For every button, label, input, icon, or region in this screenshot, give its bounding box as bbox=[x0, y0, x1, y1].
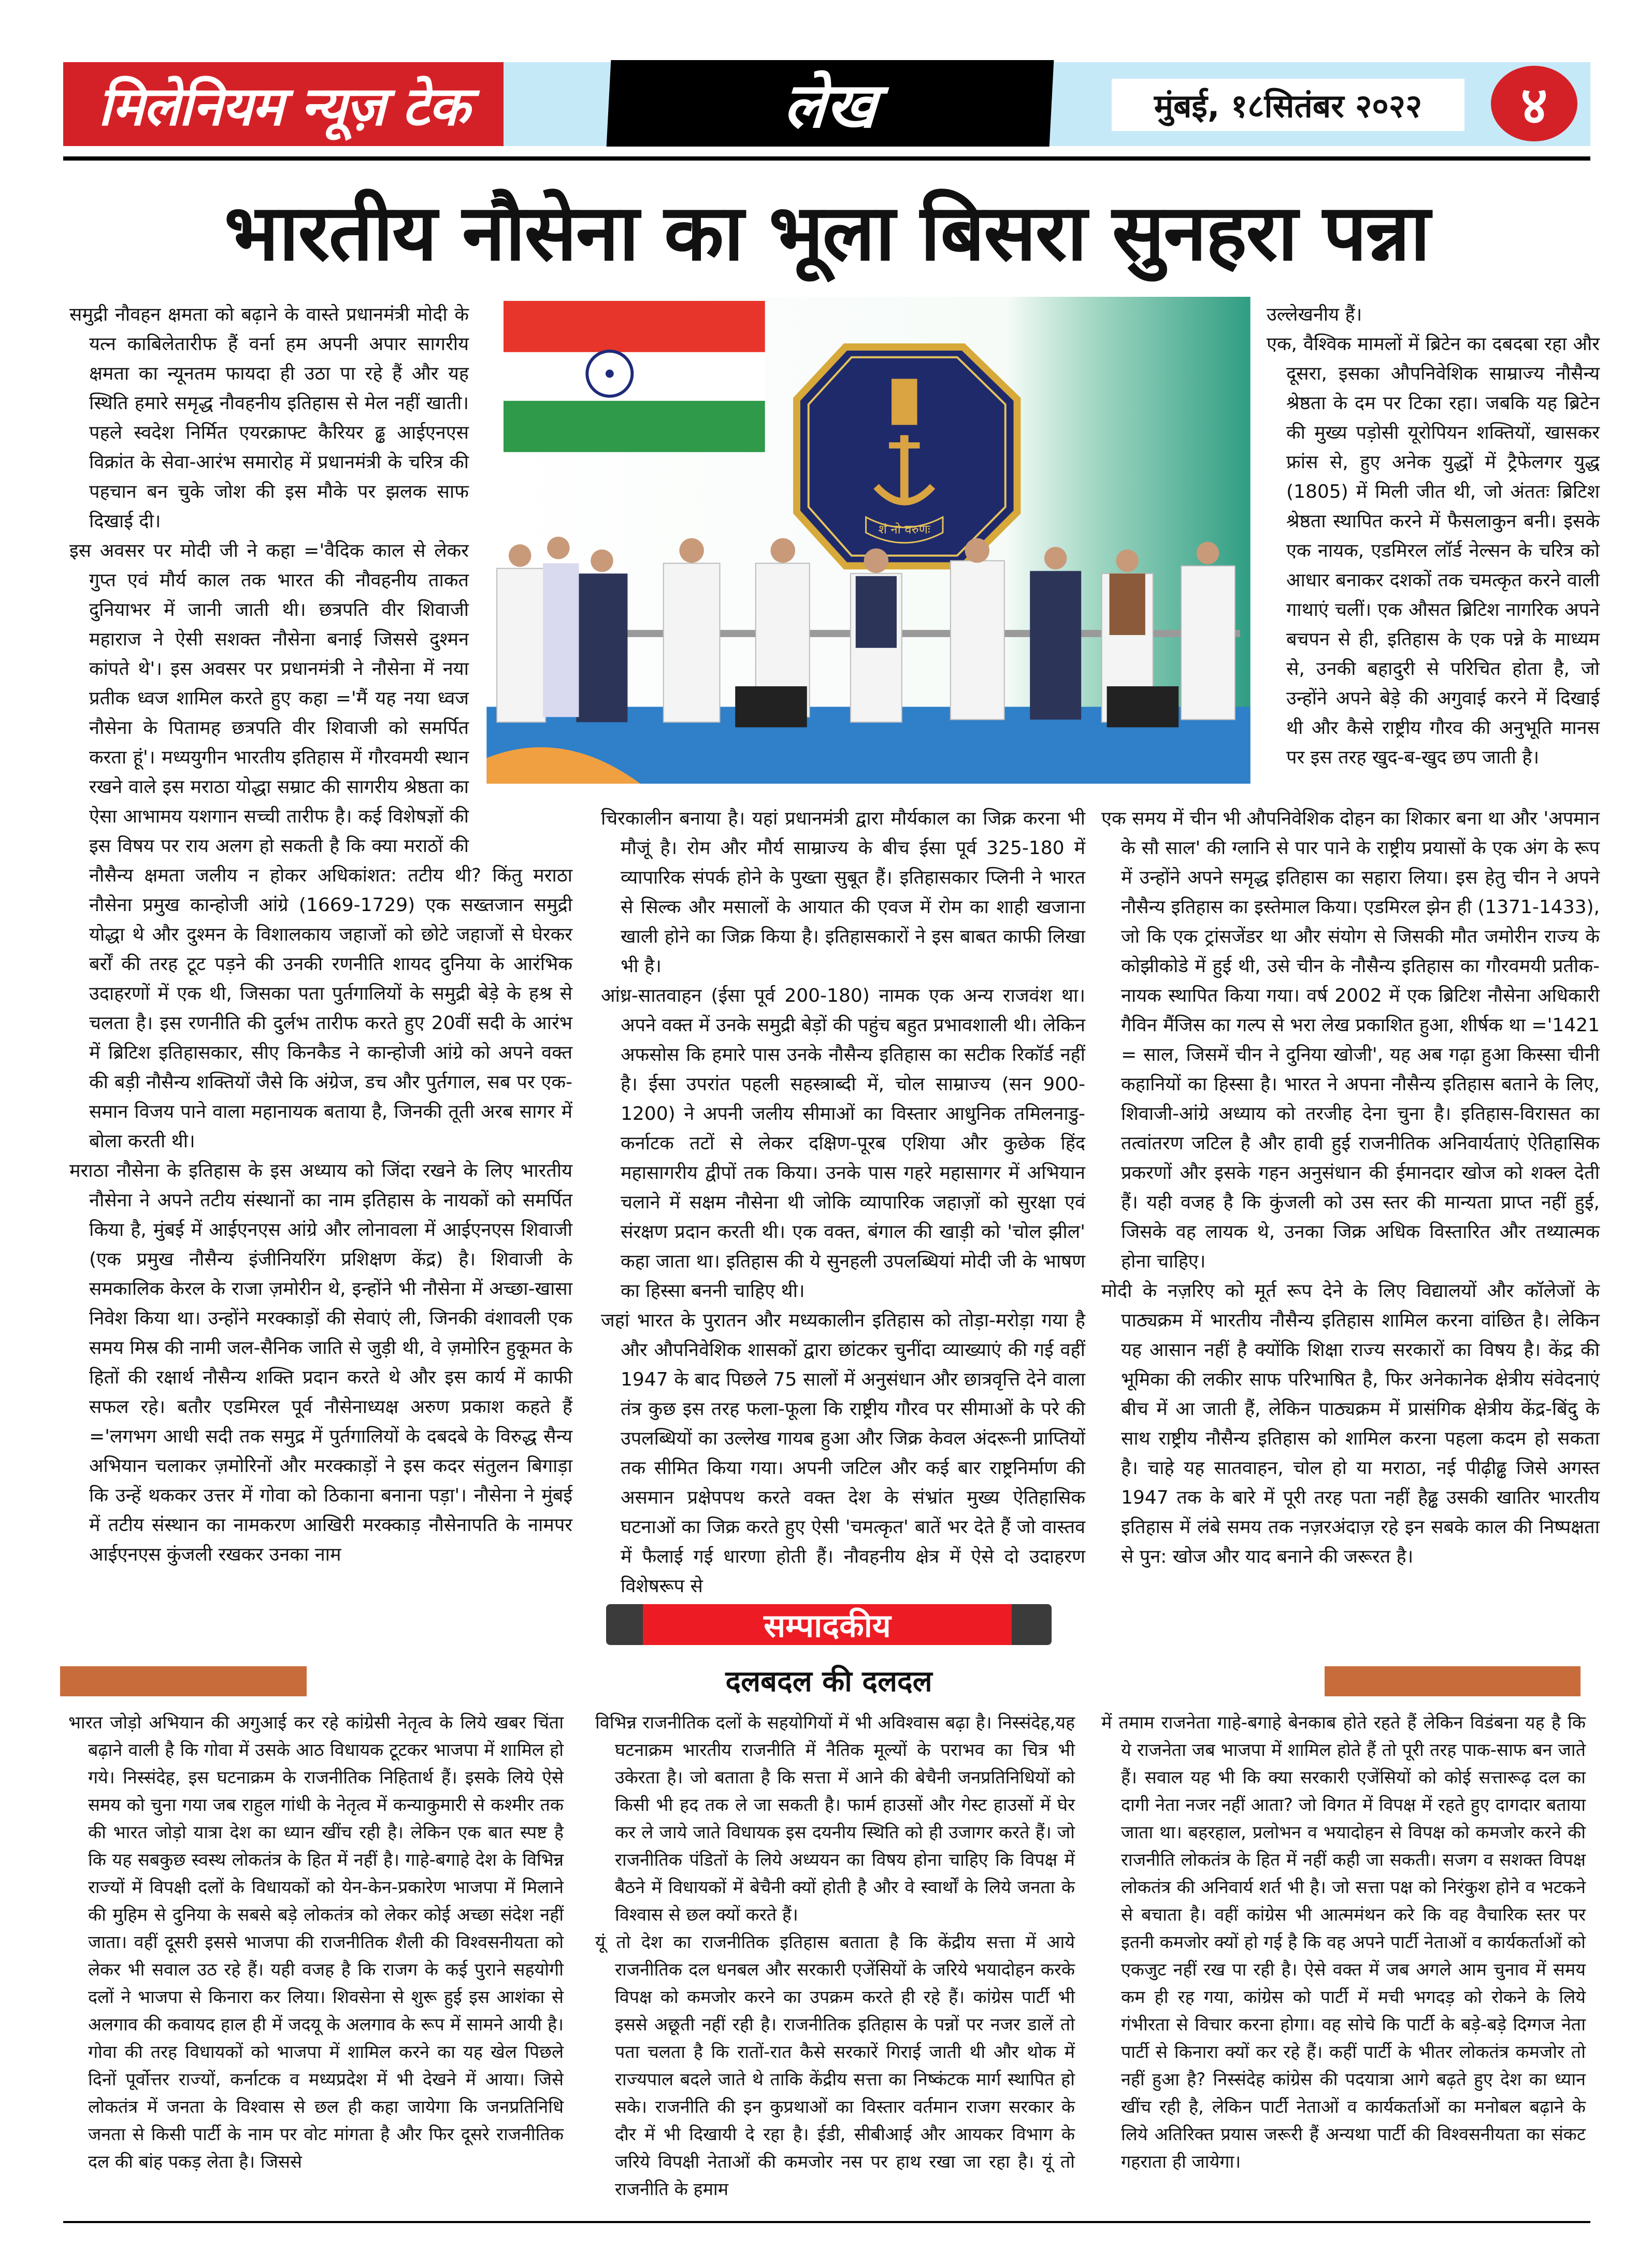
article-column-4 bbox=[1101, 804, 1600, 1582]
paragraph: चिरकालीन बनाया है। यहां प्रधानमंत्री द्वारा मौर्यकाल का जिक्र करना भी मौजूं है। रोम और मौर्य साम्राज्य के बीच ईसा पूर्व 325-180 में व्यापारिक संपर्क होने के पुख्ता सुबूत हैं। इतिहासकार प्लिनी ने भारत से सिल्क और मसालों के आयात की एवज में रोम का शाही खजाना खाली होने का जिक्र किया है। इतिहासकारों ने इस बाबत काफी लिखा भी है। bbox=[601, 808, 1085, 977]
emblem-motto: शं नो वरुणः bbox=[878, 522, 930, 537]
editorial-column-3 bbox=[1101, 1709, 1586, 2207]
paragraph: विभिन्न राजनीतिक दलों के सहयोगियों में भी अविश्वास बढ़ा है। निस्संदेह,यह घटनाक्रम भारतीय राजनीति में नैतिक मूल्यों के पराभव का चित्र भी उकेरता है। जो बताता है कि सत्ता में आने की बेचैनी जनप्रतिनिधियों को किसी भी हद तक ले जा सकती है। फार्म हाउसों और गेस्ट हाउसों में घेर कर ले जाये जाते विधायक इस दयनीय स्थिति को ही उजागर करते हैं। जो राजनीतिक पंडितों के लिये अध्ययन का विषय होना चाहिए कि विपक्ष में बैठने में विधायकों में बेचैनी क्यों होती है और वे स्वार्थों के लिये जनता के विश्वास से छल क्यों करते हैं। bbox=[595, 1712, 1075, 1925]
paragraph: समुद्री नौवहन क्षमता को बढ़ाने के वास्ते प्रधानमंत्री मोदी के यत्न काबिलेतारीफ हैं वर्ना हम अपनी अपार सागरीय क्षमता का न्यूनतम फायदा ही उठा पा रहे हैं और यह स्थिति हमारे समृद्ध नौवहनीय इतिहास से मेल नहीं खाती। पहले स्वदेश निर्मित एयरक्राफ्ट कैरियर ढ्ढ आईएनएस विक्रांत के सेवा-आरंभ समारोह में प्रधानमंत्री के चरित्र की पहचान बन चुके जोश की इस मौके पर झलक साफ दिखाई दी। bbox=[69, 304, 469, 532]
paragraph: उल्लेखनीय हैं। bbox=[1267, 304, 1362, 325]
masthead-divider bbox=[63, 156, 1590, 161]
paragraph: जहां भारत के पुरातन और मध्यकालीन इतिहास को तोड़ा-मरोड़ा गया है और औपनिवेशिक शासकों द्वारा छांटकर चुनींदा व्याख्याएं की गई वहीं 1947 के बाद पिछले 75 सालों में अनुसंधान और छात्रवृत्ति देने वाला तंत्र कुछ इस तरह फला-फूला कि राष्ट्रीय गौरव पर सीमाओं के परे की उपलब्धियों का उल्लेख गायब हुआ और जिक्र केवल अंदरूनी प्राप्तियों तक सीमित किया गया। अपनी जटिल और कई बार राष्ट्रनिर्माण की असमान प्रक्षेपपथ करते वक्त देश के संभ्रांत मुख्य ऐतिहासिक घटनाओं का जिक्र करते हुए ऐसी 'चमत्कृत' बातें भर देते हैं जो वास्तव में फैलाई गई धारणा होती हैं। नौवहनीय क्षेत्र में ऐसे दो उदाहरण विशेषरूप से bbox=[601, 1310, 1085, 1597]
dateline bbox=[1112, 79, 1464, 131]
editorial-title: दलबदल की दलदल bbox=[725, 1665, 932, 1698]
paragraph: मराठा नौसेना के इतिहास के इस अध्याय को जिंदा रखने के लिए भारतीय नौसेना ने अपने तटीय संस्थानों का नाम इतिहास के नायकों को समर्पित किया है, मुंबई में आईएनएस आंग्रे और लोनावला में आईएनएस शिवाजी (एक प्रमुख नौसैन्य इंजीनियरिंग प्रशिक्षण केंद्र) है। शिवाजी के समकालिक केरल के राजा ज़मोरीन थे, इन्होंने भी नौसेना में अच्छा-खासा निवेश किया था। उन्होंने मरक्काड़ों की सेवाएं ली, जिनकी वंशावली एक समय मिस्र की नामी जल-सैनिक जाति से जुड़ी थी, वे ज़मोरिन हुकूमत के हितों की रक्षार्थ नौसैन्य शक्ति प्रदान करते थे और इस कार्य में काफी सफल रहे। बतौर एडमिरल पूर्व नौसेनाध्यक्ष अरुण प्रकाश कहते हैं ='लगभग आधी सदी तक समुद्र में पुर्तगालियों के दबदबे के विरुद्ध सैन्य अभियान चलाकर ज़मोरिनों और मरक्काड़ों ने इस कदर संतुलन बिगाड़ा कि उन्हें थककर उत्तर में गोवा को ठिकाना बनाना पड़ा'। नौसेना ने मुंबई में तटीय संस्थान का नामकरण आखिरी मरक्काड़ नौसेनापति के नामपर आईएनएस कुंजली रखकर उनका नाम bbox=[69, 1160, 572, 1565]
newspaper-logo bbox=[63, 62, 504, 146]
paragraph: आंध्र-सातवाहन (ईसा पूर्व 200-180) नामक एक अन्य राजवंश था। अपने वक्त में उनके समुद्री बेड़ों की पहुंच बहुत प्रभावशाली थी। लेकिन अफसोस कि हमारे पास उनके नौसैन्य इतिहास का सटीक रिकॉर्ड नहीं है। ईसा उपरांत पहली सहस्त्राब्दी में, चोल साम्राज्य (सन 900-1200) ने अपनी जलीय सीमाओं का विस्तार आधुनिक तमिलनाडु-कर्नाटक तटों से लेकर दक्षिण-पूरब एशिया और कुछेक हिंद महासागरीय द्वीपों तक किया। उनके पास गहरे महासागर में अभियान चलाने में सक्षम नौसेना थी जोकि व्यापारिक जहाज़ों को सुरक्षा एवं संरक्षण प्रदान करती थी। एक वक्त, बंगाल की खाड़ी को 'चोल झील' कहा जाता था। इतिहास की ये सुनहली उपलब्धियां मोदी जी के भाषण का हिस्सा बननी चाहिए थी। bbox=[601, 985, 1085, 1302]
editorial-column-2 bbox=[595, 1709, 1075, 2207]
navy-ceremony-photo bbox=[483, 297, 1254, 784]
article-headline: भारतीय नौसेना का भूला बिसरा सुनहरा पन्ना bbox=[224, 188, 1430, 278]
editorial-label bbox=[643, 1604, 1012, 1645]
paragraph: एक समय में चीन भी औपनिवेशिक दोहन का शिकार बना था और 'अपमान के सौ साल' की ग्लानि से पार पाने के राष्ट्रीय प्रयासों के एक अंग के रूप में उन्होंने अपने समृद्ध इतिहास का सहारा लिया। इस हेतु चीन ने अपने नौसैन्य इतिहास का इस्तेमाल किया। एडमिरल झेन ही (1371-1433), जो कि एक ट्रांसजेंडर था और संयोग से जिसकी मौत जमोरीन राज्य के कोझीकोडे में हुई थी, उसे चीन के नौसैन्य इतिहास का गौरवमयी प्रतीक-नायक स्थापित किया गया। वर्ष 2002 में एक ब्रिटिश नौसेना अधिकारी गैविन मैंजिस का गल्प से भरा लेख प्रकाशित हुआ, शीर्षक था ='1421 = साल, जिसमें चीन ने दुनिया खोजी', यह अब गढ़ा हुआ किस्सा चीनी कहानियों का हिस्सा है। भारत ने अपना नौसैन्य इतिहास बताने के लिए, शिवाजी-आंग्रे अध्याय को तरजीह देना चुना है। इतिहास-विरासत का तत्वांतरण जटिल है और हावी हुई राजनीतिक अनिवार्यताएं ऐतिहासिक प्रकरणों और इसके गहन अनुसंधान की ईमानदार खोज को शक्ल देती हैं। यही वजह है कि कुंजली को उस स्तर की मान्यता प्राप्त नहीं हुई, जिसके वह लायक थे, उनका जिक्र अधिक विस्तारित और तथ्यात्मक होना चाहिए। bbox=[1101, 808, 1600, 1272]
dignitaries-group bbox=[497, 537, 1235, 727]
paragraph: भारत जोड़ो अभियान की अगुआई कर रहे कांग्रेसी नेतृत्व के लिये खबर चिंता बढ़ाने वाली है कि गोवा में उसके आठ विधायक टूटकर भाजपा में शामिल हो गये। निस्संदेह, इस घटनाक्रम के राजनीतिक निहितार्थ हैं। इसके लिये ऐसे समय को चुना गया जब राहुल गांधी के नेतृत्व में कन्याकुमारी से कश्मीर तक की भारत जोड़ो यात्रा देश का ध्यान खींच रही है। लेकिन एक बात स्पष्ट है कि यह सबकुछ स्वस्थ लोकतंत्र के हित में नहीं है। गाहे-बगाहे देश के विभिन्न राज्यों में विपक्षी दलों के विधायकों को येन-केन-प्रकारेण भाजपा में मिलाने की मुहिम से दुनिया के सबसे बड़े लोकतंत्र को लेकर कोई अच्छा संदेश नहीं जाता। वहीं दूसरी इससे भाजपा की राजनीतिक शैली की विश्वसनीयता को लेकर भी सवाल उठ रहे हैं। यही वजह है कि राजग के कई पुराने सहयोगी दलों ने भाजपा से किनारा कर लिया। शिवसेना से शुरू हुई इस आशंका से अलगाव की कवायद हाल ही में जदयू के अलगाव के रूप में सामने आयी है। गोवा की तरह विधायकों को भाजपा में शामिल करने का यह खेल पिछले दिनों पूर्वोत्तर राज्यों, कर्नाटक व मध्यप्रदेश में भी देखने में आया। जिसे लोकतंत्र में जनता के विश्वास से छल ही कहा जायेगा कि जनप्रतिनिधि जनता से किसी पार्टी के नाम पर वोट मांगता है और फिर दूसरे राजनीतिक दल की बांह पकड़ लेता है। जिससे bbox=[68, 1712, 564, 2172]
page-number-badge bbox=[1491, 66, 1577, 141]
paragraph: में तमाम राजनेता गाहे-बगाहे बेनकाब होते रहते हैं लेकिन विडंबना यह है कि ये राजनेता जब भाजपा में शामिल होते हैं तो पूरी तरह पाक-साफ बन जाते हैं। सवाल यह भी कि क्या सरकारी एजेंसियों को कोई सत्तारूढ़ दल का दागी नेता नजर नहीं आता? जो विगत में विपक्ष में रहते हुए दागदार बताया जाता था। बहरहाल, प्रलोभन व भयादोहन से विपक्ष को कमजोर करने की राजनीति लोकतंत्र के हित में नहीं कही जा सकती। सजग व सशक्त विपक्ष लोकतंत्र की अनिवार्य शर्त भी है। जो सत्ता पक्ष को निरंकुश होने व भटकने से बचाता है। वहीं कांग्रेस भी आत्ममंथन करे कि वह वैचारिक स्तर पर इतनी कमजोर क्यों हो गई है कि वह अपने पार्टी नेताओं व कार्यकर्ताओं को एकजुट नहीं रख पा रही है। ऐसे वक्त में जब अगले आम चुनाव में समय कम ही रह गया, कांग्रेस को पार्टी में मची भगदड़ को रोकने के लिये गंभीरता से विचार करना होगा। वह सोचे कि पार्टी के बड़े-बड़े दिग्गज नेता पार्टी से किनारा क्यों कर रहे हैं। कहीं पार्टी के भीतर लोकतंत्र कमजोर तो नहीं हुआ है? निस्संदेह कांग्रेस की पदयात्रा आगे बढ़ते हुए देश का ध्यान खींच रही है, लेकिन पार्टी नेताओं व कार्यकर्ताओं का मनोबल बढ़ाने के लिये अतिरिक्त प्रयास जरूरी हैं अन्यथा पार्टी की विश्वसनीयता का संकट गहराता ही जायेगा। bbox=[1101, 1712, 1586, 2172]
decorative-bar-left bbox=[60, 1666, 307, 1696]
indian-flag-icon bbox=[504, 301, 765, 452]
article-photo bbox=[483, 297, 1254, 784]
page-bottom-rule bbox=[63, 2221, 1590, 2223]
decorative-bar-right bbox=[1325, 1666, 1581, 1696]
newspaper-name: मिलेनियम न्यूज़ टेक bbox=[98, 74, 469, 138]
paragraph: मोदी के नज़रिए को मूर्त रूप देने के लिए विद्यालयों और कॉलेजों के पाठ्यक्रम में भारतीय नौसैन्य इतिहास शामिल करना वांछित है। लेकिन यह आसान नहीं है क्योंकि शिक्षा राज्य सरकारों का विषय है। केंद्र की भूमिका की लकीर साफ परिभाषित है, फिर अनेकानेक क्षेत्रीय संवेदनाएं बीच में आ जाती हैं, लेकिन पाठ्यक्रम में प्रासंगिक क्षेत्रीय केंद्र-बिंदु के साथ राष्ट्रीय नौसैन्य इतिहास को शामिल करना पहला कदम हो सकता है। चाहे यह सातवाहन, चोल हो या मराठा, नई पीढ़ीढ्ढ जिसे अगस्त 1947 तक के बारे में पूरी तरह पता नहीं हैढ्ढ उसकी खातिर भारतीय इतिहास में लंबे समय तक नज़रअंदाज़ रहे इन सबके काल की निष्पक्षता से पुन: खोज और याद बनाने की जरूरत है। bbox=[1101, 1280, 1600, 1567]
date-text: मुंबई, १८सितंबर २०२२ bbox=[1154, 86, 1423, 125]
section-name: लेख bbox=[781, 70, 879, 142]
page-number: ४ bbox=[1520, 75, 1548, 136]
editorial-label-text: सम्पादकीय bbox=[764, 1606, 891, 1645]
paragraph: यूं तो देश का राजनीतिक इतिहास बताता है कि केंद्रीय सत्ता में आये राजनीतिक दल धनबल और सरकारी एजेंसियों के जरिये भयादोहन करके विपक्ष को कमजोर करने का उपक्रम करते ही रहे हैं। कांग्रेस पार्टी भी इससे अछूती नहीं रही है। राजनीतिक इतिहास के पन्नों पर नजर डालें तो पता चलता है कि रातों-रात कैसे सरकारें गिराई जाती थी और थोक में राज्यपाल बदले जाते थे ताकि केंद्रीय सत्ता का निष्कंटक मार्ग स्थापित हो सके। राजनीति की इन कुप्रथाओं का विस्तार वर्तमान राजग सरकार के दौर में भी दिखायी दे रहा है। ईडी, सीबीआई और आयकर विभाग के जरिये विपक्षी नेताओं की कमजोर नस पर हाथ रखा जा रहा है। यूं तो राजनीति के हमाम bbox=[595, 1932, 1075, 2200]
paragraph: इस अवसर पर मोदी जी ने कहा ='वैदिक काल से लेकर गुप्त एवं मौर्य काल तक भारत की नौवहनीय ताकत दुनियाभर में जानी जाती थी। छत्रपति वीर शिवाजी महाराज ने ऐसी सशक्त नौसेना बनाई जिससे दुश्मन कांपते थे'। इस अवसर पर प्रधानमंत्री ने नौसेना में नया प्रतीक ध्वज शामिल करते हुए कहा ='मैं यह नया ध्वज नौसेना के पितामह छत्रपति वीर शिवाजी को समर्पित करता हूं'। मध्ययुगीन भारतीय इतिहास में गौरवमयी स्थान रखने वाले इस मराठा योद्धा सम्राट की सागरीय श्रेष्ठता का ऐसा आभामय यशगान सच्ची तारीफ है। कई विशेषज्ञों की इस विषय पर राय अलग हो सकती है कि क्या मराठों की नौसैन्य क्षमता जलीय न होकर अधिकांशत: तटीय थी? किंतु मराठा नौसेना प्रमुख कान्होजी आंग्रे (1669-1729) एक सख्तजान समुद्री योद्धा थे और दुश्मन के विशालकाय जहाजों को छोटे जहाजों से घेरकर बर्रों की तरह टूट पड़ने की उनकी रणनीति शायद दुनिया के आरंभिक उदाहरणों में एक थी, जिसका पता पुर्तगालियों के समुद्री बेड़े के हश्र से चलता है। इस रणनीति की दुर्लभ तारीफ करते हुए 20वीं सदी के आरंभ में ब्रिटिश इतिहासकार, सीए किनकैड ने कान्होजी आंग्रे को अपने वक्त की बड़ी नौसैन्य शक्तियों जैसे कि अंग्रेज, डच और पुर्तगाल, सब पर एक-समान विजय पाने वाला महानायक बताया है, जिनकी तूती अरब सागर में बोला करती थी। bbox=[69, 540, 572, 1152]
article-column-2 bbox=[601, 804, 1085, 1597]
paragraph: एक, वैश्विक मामलों में ब्रिटेन का दबदबा रहा और दूसरा, इसका औपनिवेशिक साम्राज्य नौसैन्य श्रेष्ठता के दम पर टिका रहा। जबकि यह ब्रिटेन की मुख्य पड़ोसी यूरोपियन शक्तियों, खासकर फ्रांस से, हुए अनेक युद्धों में ट्रैफेलगर युद्ध (1805) में मिली जीत थी, जो अंततः ब्रिटिश श्रेष्ठता स्थापित करने में फैसलाकुन बनी। इसके एक नायक, एडमिरल लॉर्ड नेल्सन के चरित्र को आधार बनाकर दशकों तक चमत्कृत करने वाली गाथाएं चलीं। एक औसत ब्रिटिश नागरिक अपने बचपन से ही, इतिहास के एक पन्ने के माध्यम से, उनकी बहादुरी से परिचित होता है, जो उन्होंने अपने बेड़े की अगुवाई करने में दिखाई थी और कैसे राष्ट्रीय गौरव की अनुभूति मानस पर इस तरह खुद-ब-खुद छप जाती है। bbox=[1267, 334, 1600, 768]
navy-emblem-icon bbox=[797, 347, 1017, 566]
section-label bbox=[607, 60, 1054, 147]
article-column-3 bbox=[1267, 300, 1600, 800]
editorial-column-1 bbox=[68, 1709, 564, 2207]
